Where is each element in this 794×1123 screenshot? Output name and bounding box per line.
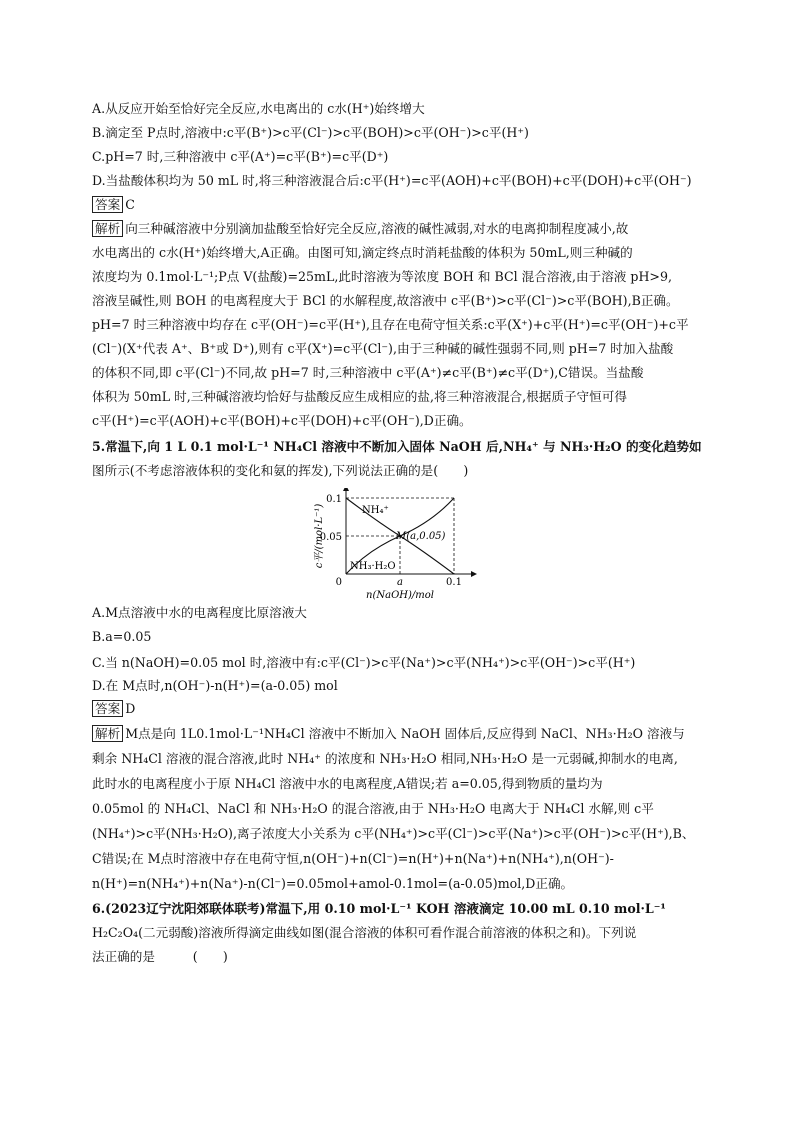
q5-option-d: D.在 M点时,n(OH⁻)-n(H⁺)=(a-0.05) mol: [92, 678, 338, 693]
x-tick-label: 0.1: [446, 577, 462, 588]
analysis-label: 解析: [92, 220, 123, 237]
y-tick-label: 0.05: [319, 532, 342, 543]
q4-analysis-line: 解析 向三种碱溶液中分别滴加盐酸至恰好完全反应,溶液的碱性减弱,对水的电离抑制程度减小,故: [92, 220, 712, 238]
analysis-label: 解析: [92, 725, 123, 742]
q5-option-c: C.当 n(NaOH)=0.05 mol 时,溶液中有:c平(Cl⁻)>c平(Na⁺)>c平(NH₄⁺)>c平(OH⁻)>c平(H⁺): [92, 655, 636, 670]
q4-analysis-line: pH=7 时三种溶液中均存在 c平(OH⁻)=c平(H⁺),且存在电荷守恒关系:c平(X⁺)+c平(H⁺)=c平(OH⁻)+c平: [92, 317, 689, 332]
x-axis-label: n(NaOH)/mol: [366, 590, 434, 600]
q5-analysis-line: 剩余 NH₄Cl 溶液的混合溶液,此时 NH₄⁺ 的浓度和 NH₃·H₂O 相同,NH₃·H₂O 是一元弱碱,抑制水的电离,: [92, 751, 678, 766]
q4-analysis-line: (Cl⁻)(X⁺代表 A⁺、B⁺或 D⁺),则有 c平(X⁺)=c平(Cl⁻),由于三种碱的碱性强弱不同,则 pH=7 时加入盐酸: [92, 341, 674, 356]
q4-analysis-line: 水电离出的 c水(H⁺)始终增大,A正确。由图可知,滴定终点时消耗盐酸的体积为 50mL,则三种碱的: [92, 245, 633, 260]
answer-label: 答案: [92, 196, 123, 213]
q4-analysis-line: 体积为 50mL 时,三种碱溶液均恰好与盐酸反应生成相应的盐,将三种溶液混合,根据质子守恒可得: [92, 389, 627, 404]
q5-stem: 图所示(不考虑溶液体积的变化和氨的挥发),下列说法正确的是( ): [92, 463, 469, 478]
y-axis-label: c平/(mol·L⁻¹): [314, 503, 325, 569]
answer-value: D: [125, 701, 136, 716]
q6-stem: 法正确的是 ( ): [92, 949, 228, 964]
nh4-nh3-chart: [312, 488, 502, 600]
q5-stem: 5.常温下,向 1 L 0.1 mol·L⁻¹ NH₄Cl 溶液中不断加入固体 NaOH 后,NH₄⁺ 与 NH₃·H₂O 的变化趋势如: [92, 439, 702, 454]
q5-option-b: B.a=0.05: [92, 629, 152, 644]
q4-option-b: B.滴定至 P点时,溶液中:c平(B⁺)>c平(Cl⁻)>c平(BOH)>c平(OH⁻)>c平(H⁺): [92, 125, 529, 140]
q5-option-a: A.M点溶液中水的电离程度比原溶液大: [92, 605, 307, 620]
answer-label: 答案: [92, 700, 123, 717]
q4-analysis-line: 的体积不同,即 c平(Cl⁻)不同,故 pH=7 时,三种溶液中 c平(A⁺)≠c平(B⁺)≠c平(D⁺),C错误。当盐酸: [92, 365, 644, 380]
q4-answer: [92, 196, 712, 214]
q5-analysis-line: C错误;在 M点时溶液中存在电荷守恒,n(OH⁻)+n(Cl⁻)=n(H⁺)+n(Na⁺)+n(NH₄⁺),n(OH⁻)-: [92, 851, 614, 866]
series-label-nh4: NH₄⁺: [362, 505, 389, 516]
origin-label: 0: [335, 577, 342, 588]
q5-analysis-line: 此时水的电离程度小于原 NH₄Cl 溶液中水的电离程度,A错误;若 a=0.05,得到物质的量均为: [92, 776, 603, 791]
q4-analysis-line: c平(H⁺)=c平(AOH)+c平(BOH)+c平(DOH)+c平(OH⁻),D正确。: [92, 413, 472, 428]
q4-option-d: D.当盐酸体积均为 50 mL 时,将三种溶液混合后:c平(H⁺)=c平(AOH)+c平(BOH)+c平(DOH)+c平(OH⁻): [92, 173, 692, 188]
series-label-nh3: NH₃·H₂O: [350, 561, 396, 572]
q5-analysis-line: 解析 M点是向 1L0.1mol·L⁻¹NH₄Cl 溶液中不断加入 NaOH 固体后,反应得到 NaCl、NH₃·H₂O 溶液与: [92, 725, 712, 743]
q4-option-c: C.pH=7 时,三种溶液中 c平(A⁺)=c平(B⁺)=c平(D⁺): [92, 149, 389, 164]
q4-analysis-line: 溶液呈碱性,则 BOH 的电离程度大于 BCl 的水解程度,故溶液中 c平(B⁺)>c平(Cl⁻)>c平(BOH),B正确。: [92, 293, 679, 308]
q4-analysis-line: 浓度均为 0.1mol·L⁻¹;P点 V(盐酸)=25mL,此时溶液为等浓度 BOH 和 BCl 混合溶液,由于溶液 pH>9,: [92, 269, 673, 284]
q5-analysis-line: n(H⁺)=n(NH₄⁺)+n(Na⁺)-n(Cl⁻)=0.05mol+amol-0.1mol=(a-0.05)mol,D正确。: [92, 876, 574, 891]
q5-analysis-line: (NH₄⁺)>c平(NH₃·H₂O),离子浓度大小关系为 c平(NH₄⁺)>c平(Cl⁻)>c平(Na⁺)>c平(OH⁻)>c平(H⁺),B、: [92, 826, 695, 841]
q4-option-a: A.从反应开始至恰好完全反应,水电离出的 c水(H⁺)始终增大: [92, 101, 425, 116]
q6-stem: 6.(2023辽宁沈阳郊联体联考)常温下,用 0.10 mol·L⁻¹ KOH 溶液滴定 10.00 mL 0.10 mol·L⁻¹: [92, 901, 666, 916]
y-tick-label: 0.1: [326, 494, 342, 505]
answer-value: C: [125, 197, 135, 212]
q5-analysis-line: 0.05mol 的 NH₄Cl、NaCl 和 NH₃·H₂O 的混合溶液,由于 NH₃·H₂O 电离大于 NH₄Cl 水解,则 c平: [92, 801, 654, 816]
q6-stem: H₂C₂O₄(二元弱酸)溶液所得滴定曲线如图(混合溶液的体积可看作混合前溶液的体积之和)。下列说: [92, 925, 637, 940]
q5-answer: [92, 700, 712, 718]
point-label: M(a,0.05): [396, 531, 446, 542]
x-tick-label: a: [397, 577, 403, 588]
